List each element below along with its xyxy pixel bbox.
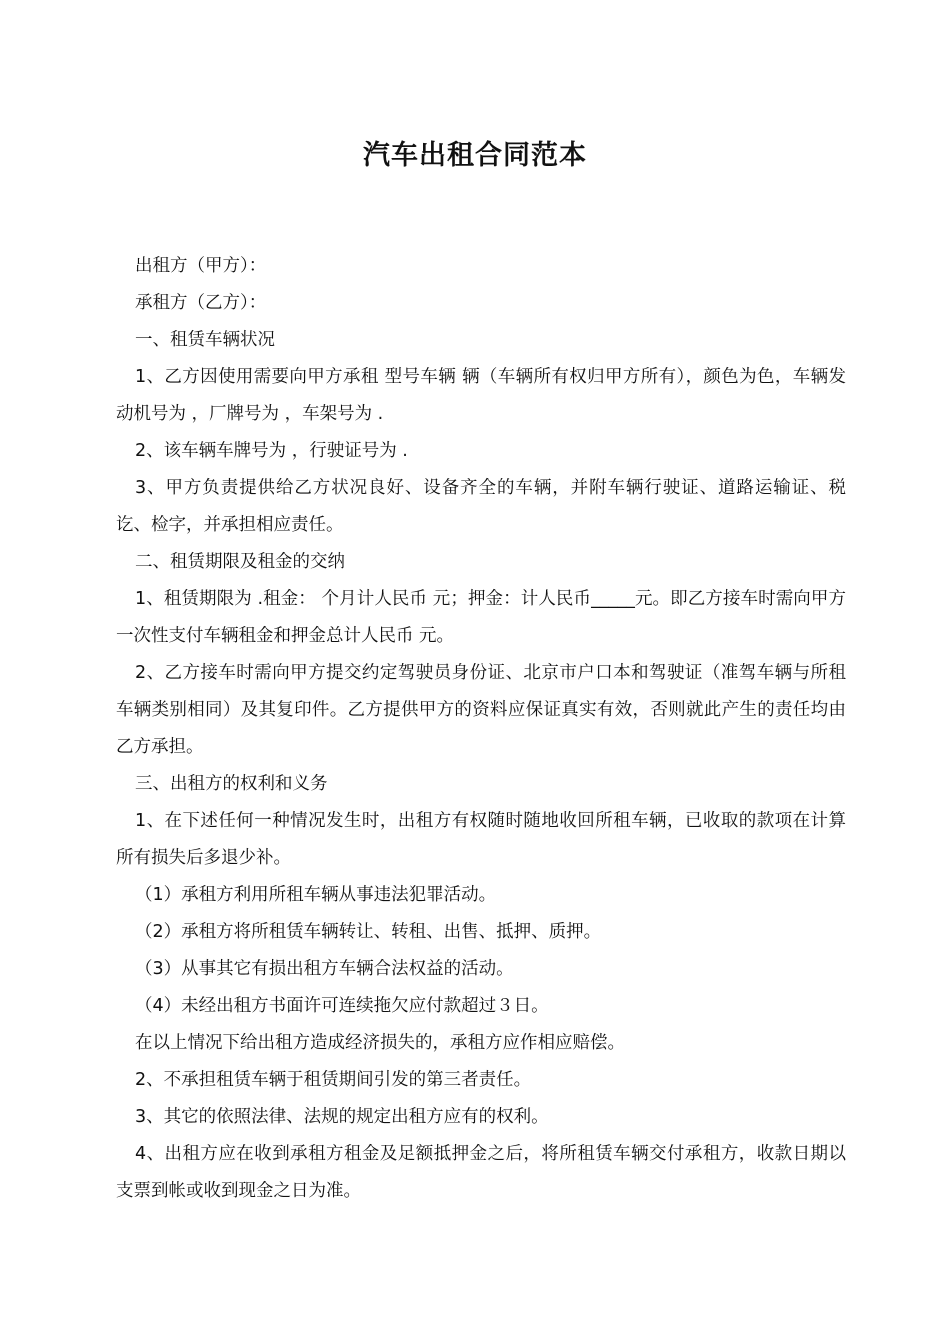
list-item-transfer: （2）承租方将所租赁车辆转让、转租、出售、抵押、质押。 [135,922,602,942]
paragraph-lessee: 承租方（乙方）： [135,293,267,313]
paragraph-plate-number: 2、该车辆车牌号为 ，行驶证号为 . [135,441,408,461]
paragraph-vehicle-model: 1、乙方因使用需要向甲方承租 型号车辆 辆（车辆所有权归甲方所有），颜色为色，车辆发动机号为 ，厂牌号为 ，车架号为 . [116,367,846,424]
paragraph-reclaim: 1、在下述任何一种情况发生时，出租方有权随时随地收回所租车辆，已收取的款项在计算所有损失后多退少补。 [116,811,846,868]
paragraph-lease-term: 1、租赁期限为 .租金： 个月计人民币 元；押金：计人民币_____元。即乙方接车时需向甲方一次性支付车辆租金和押金总计人民币 元。 [116,589,846,646]
paragraph-delivery: 4、出租方应在收到承租方租金及足额抵押金之后，将所租赁车辆交付承租方，收款日期以支票到帐或收到现金之日为准。 [116,1144,846,1201]
list-item-damage-rights: （3）从事其它有损出租方车辆合法权益的活动。 [135,959,514,979]
document-body [116,248,846,1210]
list-item-illegal-use: （1）承租方利用所租车辆从事违法犯罪活动。 [135,885,497,905]
paragraph-vehicle-condition: 3、甲方负责提供给乙方状况良好、设备齐全的车辆，并附车辆行驶证、道路运输证、税讫、检字，并承担相应责任。 [116,478,846,535]
document-title: 汽车出租合同范本 [363,140,587,171]
paragraph-other-rights: 3、其它的依照法律、法规的规定出租方应有的权利。 [135,1107,549,1127]
paragraph-documents: 2、乙方接车时需向甲方提交约定驾驶员身份证、北京市户口本和驾驶证（准驾车辆与所租车辆类别相同）及其复印件。乙方提供甲方的资料应保证真实有效，否则就此产生的责任均由乙方承担。 [116,663,846,757]
list-item-arrears: （4）未经出租方书面许可连续拖欠应付款超过３日。 [135,996,549,1016]
paragraph-compensation: 在以上情况下给出租方造成经济损失的，承租方应作相应赔偿。 [135,1033,625,1053]
section-heading-lessor-rights: 三、出租方的权利和义务 [135,774,328,794]
section-heading-term-rent: 二、租赁期限及租金的交纳 [135,552,345,572]
section-heading-vehicle: 一、租赁车辆状况 [135,330,275,350]
paragraph-lessor: 出租方（甲方）： [135,256,267,276]
paragraph-third-party: 2、不承担租赁车辆于租赁期间引发的第三者责任。 [135,1070,532,1090]
